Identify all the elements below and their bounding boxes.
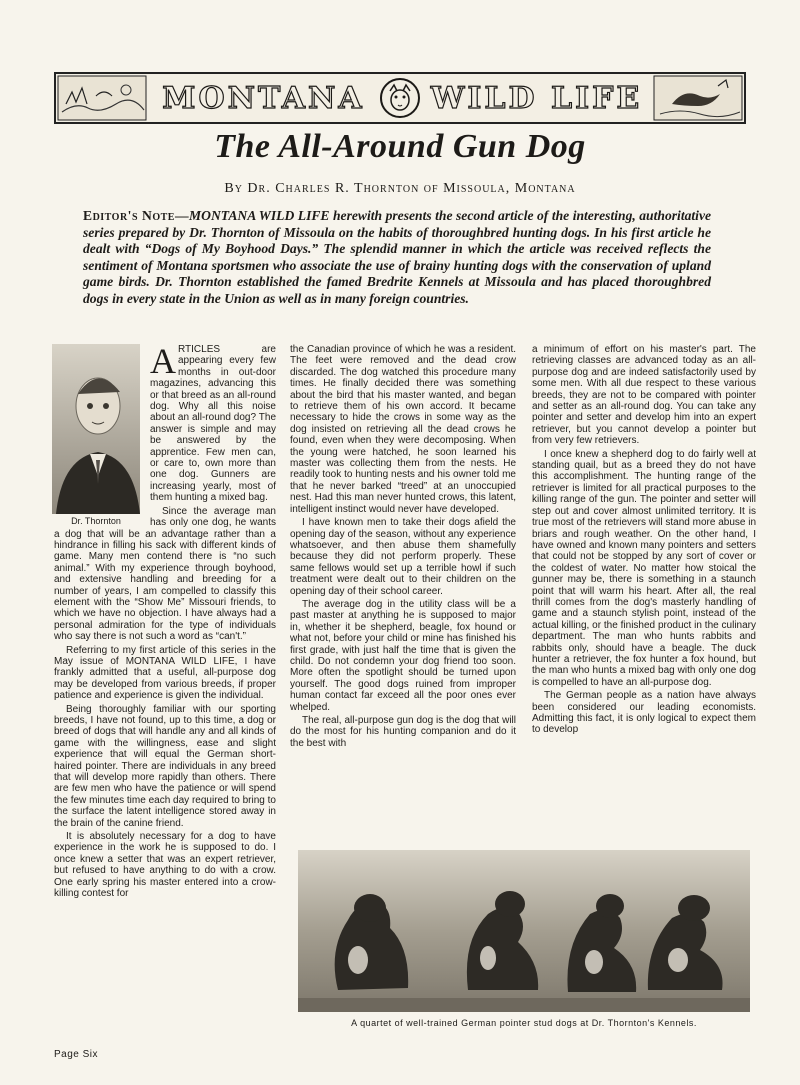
paragraph: The real, all-purpose gun dog is the dog that will do the most for his hunting companion and do it the best with [290, 715, 516, 749]
masthead-banner [54, 72, 746, 124]
masthead-word-left: MONTANA [162, 80, 365, 116]
dogs-photo-caption: A quartet of well-trained German pointer stud dogs at Dr. Thornton's Kennels. [351, 1018, 697, 1028]
editors-note [83, 208, 711, 307]
masthead-right-illustration [652, 74, 744, 122]
masthead-left-illustration [56, 74, 148, 122]
paragraph: I once knew a shepherd dog to do fairly well at standing quail, but as a breed they do not have this accomplishment. The hunting range of the retriever is limited for all practical purposes to the killing range of the gun. The pointer and setter will step out and cover almost unlimited territory. It is true most of the retrievers will stand more abuse in briars and rough weather. On the other hand, I have owned and known many pointers and setters that could not be stopped by any sort of cover or the coldest of water. No matter how stoical the gunner may be, there is something in a staunch point that will warm his heart. After all, the real thrill comes from the dog's masterly handling of game and a staunch stylish point, instead of the actual killing, or the finished product in the culinary department. The man who hunts rabbits and rabbits only, should have a beagle. The duck hunter a retriever, the fox hunter a fox hound, but the man who hunts a mixed bag with only one dog is compelled to have an all-purpose dog. [532, 448, 756, 688]
article-column-1 [54, 341, 276, 902]
author-portrait [52, 344, 140, 527]
editors-note-text: MONTANA WILD LIFE herewith presents the second article of the interesting, authoritative series prepared by Dr. Thornton of Missoula on the habits of thoroughbred hunting dogs. In his first article he dealt with “Dogs of My Boyhood Days.” The splendid manner in which the article was received reflects the sentiment of Montana sportsmen who associate the use of brainy hunting dogs with the conservation of upland game birds. Dr. Thornton established the famed Bredrite Kennels at Missoula and has placed thoroughbred dogs in every state in the Union as well as in many foreign countries. [83, 208, 712, 306]
paragraph: a minimum of effort on his master's part. The retrieving classes are advanced today as an all-purpose dog and are indeed satisfactorily used by some men. With all due respect to these various breeds, they are not to be compared with pointer and setter as an all-round dog. You can take any pointer and setter and develop him into an expert retriever, but you cannot develop a pointer but from very few retrievers. [532, 344, 756, 447]
paragraph: Being thoroughly familiar with our sporting breeds, I have not found, up to this time, a dog or breed of dogs that will handle any and all kinds of game with the willingness, ease and slight experience that will equal the German short-haired pointer. There are individuals in any breed that will develop more rapidly than others. There are few men who have the patience or will spend the few minutes time each day required to bring to the surface the latent intelligence stored away in the brain of the canine friend. [54, 703, 276, 829]
article-title: The All-Around Gun Dog [214, 128, 586, 165]
paragraph: Since the average man has only one dog, he wants a dog that will be an advantage rather than a hindrance in filling his sack with different kinds of game. Many men contend there is “no such animal.” With my experience through boyhood, and extensive handling and breeding for a number of years, I am compelled to classify this element with the “Show Me” Missouri friends, to which we have no objection. I have always had a personal admiration for the type of individuals who say there is not such a word as “can't.” [54, 505, 276, 643]
paragraph: Referring to my first article of this series in the May issue of MONTANA WILD LIFE, I have frankly admitted that a useful, all-purpose dog may be developed from various breeds, if proper patience and experience is given the individual. [54, 644, 276, 702]
paragraph: RTICLES are appearing every few months in out-door magazines, advancing this or that breed as an all-round dog. Why all this noise about an all-round dog? The answer is simple and may be answered by the apprentice. Few men can, or care to, own more than one dog. Gunners are increasing yearly, most of them hunting a mixed bag. [150, 344, 276, 504]
paragraph: the Canadian province of which he was a resident. The feet were removed and the dead crow discarded. The dog watched this procedure many times. He finally decided there was something about the bird that his master wanted, and began to retrieve them of his own accord. It became necessary to hide the crows in some way as the dog insisted on retrieving all the dead crows he found, even when they were decomposing. When the young were hatched, he soon learned his master was collecting them from the nests. He readily took to hunting nests and his owner told me that he never barked “treed” at an unoccupied nest. Had this man never hunted crows, this latent, intelligent instinct would never have developed. [290, 344, 516, 515]
article-column-3 [532, 344, 756, 738]
masthead-animal-emblem [379, 77, 421, 119]
masthead-word-right: WILD LIFE [430, 80, 643, 116]
article-column-2 [290, 344, 516, 751]
drop-cap: A [150, 341, 176, 381]
paragraph: The average dog in the utility class will be a past master at anything he is supposed to major in, whether it be shepherd, beagle, fox hound or what not, before your child or mine has finished his first grade, with just half the time that is given the child. Do not condemn your dog friend too soon. More often the spotlight should be turned upon yourself. The good dogs ruined from improper human contact far exceed all the poor ones ever whelped. [290, 598, 516, 713]
author-portrait-caption: Dr. Thornton [71, 516, 121, 526]
editors-note-lead: Editor's Note— [83, 208, 190, 223]
article-byline: By Dr. Charles R. Thornton of Missoula, Montana [224, 181, 576, 196]
paragraph: It is absolutely necessary for a dog to have experience in the work he is supposed to do. I once knew a setter that was an expert retriever, but refused to have anything to do with a crow. One early spring his master entered into a crow-killing contest for [54, 831, 276, 900]
page-number: Page Six [54, 1049, 99, 1060]
paragraph: I have known men to take their dogs afield the opening day of the season, without any experience whatsoever, and then abuse them shamefully because they did not perform properly. These same fellows would set up a terrible howl if such treatment were dealt out to their children on the opening day of their school career. [290, 517, 516, 597]
paragraph: The German people as a nation have always been considered our leading economists. Admitting this fact, it is only logical to expect them to develop [532, 690, 756, 736]
dogs-photograph [298, 850, 750, 1012]
